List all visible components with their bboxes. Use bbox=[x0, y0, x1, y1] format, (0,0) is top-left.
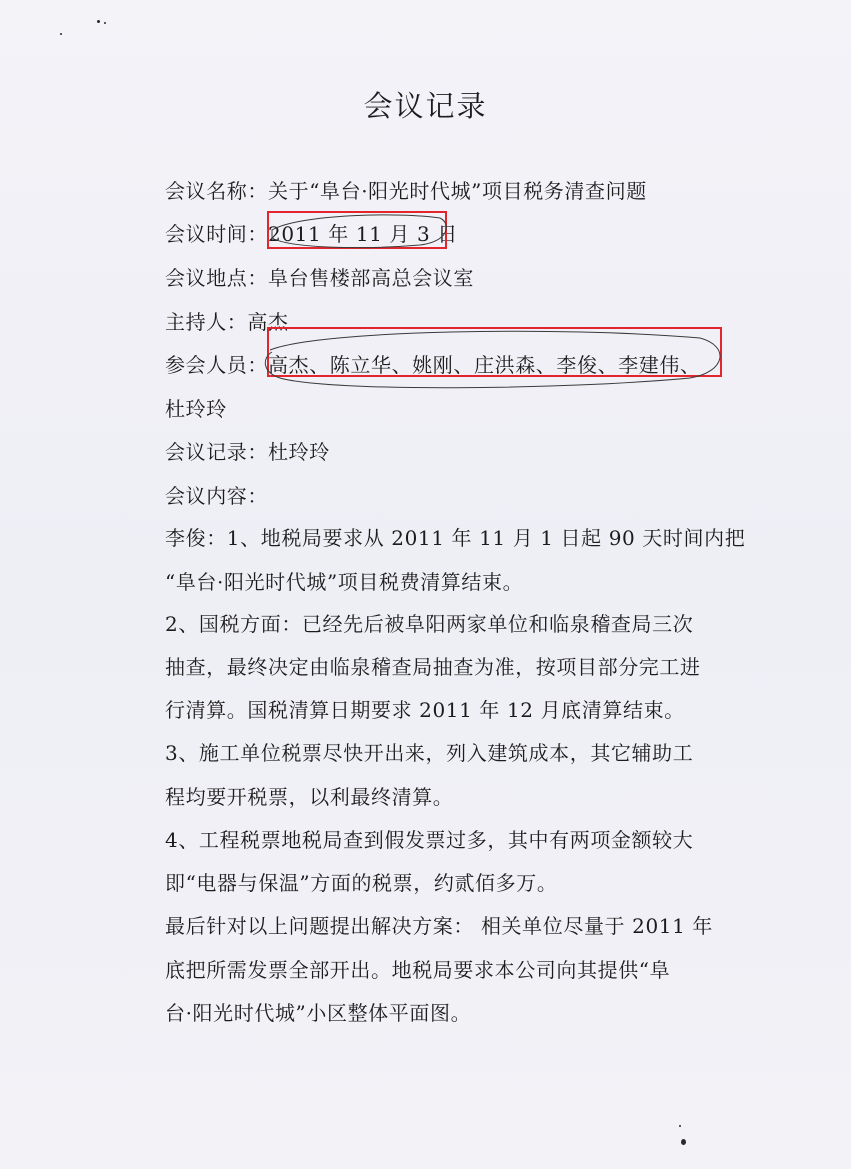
recorder-value: 杜玲玲 bbox=[268, 440, 330, 464]
attendees-value-line1: 高杰、陈立华、姚刚、庄洪森、李俊、李建伟、 bbox=[268, 353, 701, 377]
body-line: 3、施工单位税票尽快开出来，列入建筑成本，其它辅助工 bbox=[165, 741, 694, 765]
attendees-value-line2: 杜玲玲 bbox=[165, 397, 227, 421]
meeting-place-label: 会议地点： bbox=[165, 266, 268, 290]
attendees-label: 参会人员： bbox=[165, 353, 268, 377]
body-line: 程均要开税票，以利最终清算。 bbox=[165, 785, 454, 809]
meeting-name-label: 会议名称： bbox=[165, 179, 268, 203]
meeting-time-label: 会议时间： bbox=[165, 222, 268, 246]
body-line: 最后针对以上问题提出解决方案： 相关单位尽量于 2011 年 bbox=[165, 914, 713, 938]
body-line: 李俊：1、地税局要求从 2011 年 11 月 1 日起 90 天时间内把 bbox=[165, 526, 746, 550]
body-line: 4、工程税票地税局查到假发票过多，其中有两项金额较大 bbox=[165, 828, 694, 852]
pen-ellipse-around-attendees bbox=[265, 331, 720, 388]
content-label: 会议内容： bbox=[165, 484, 268, 508]
body-line: 2、国税方面：已经先后被阜阳两家单位和临泉稽查局三次 bbox=[165, 612, 694, 636]
body-line: 抽查，最终决定由临泉稽查局抽查为准，按项目部分完工进 bbox=[165, 655, 701, 679]
host-value: 高杰 bbox=[247, 310, 289, 334]
body-line: 台·阳光时代城”小区整体平面图。 bbox=[165, 1001, 472, 1025]
recorder-label: 会议记录： bbox=[165, 440, 268, 464]
document-title: 会议记录 bbox=[363, 89, 488, 123]
host-label: 主持人： bbox=[165, 310, 248, 334]
meeting-name-value: 关于“阜台·阳光时代城”项目税务清查问题 bbox=[268, 179, 647, 203]
body-line: “阜台·阳光时代城”项目税费清算结束。 bbox=[165, 570, 524, 594]
body-line: 即“电器与保温”方面的税票，约贰佰多万。 bbox=[165, 871, 558, 895]
meeting-place-value: 阜台售楼部高总会议室 bbox=[268, 266, 474, 290]
body-line: 底把所需发票全部开出。地税局要求本公司向其提供“阜 bbox=[165, 958, 671, 982]
meeting-time-value: 2011 年 11 月 3 日 bbox=[268, 222, 458, 246]
pen-ellipse-around-date bbox=[272, 215, 446, 248]
body-line: 行清算。国税清算日期要求 2011 年 12 月底清算结束。 bbox=[165, 698, 685, 722]
